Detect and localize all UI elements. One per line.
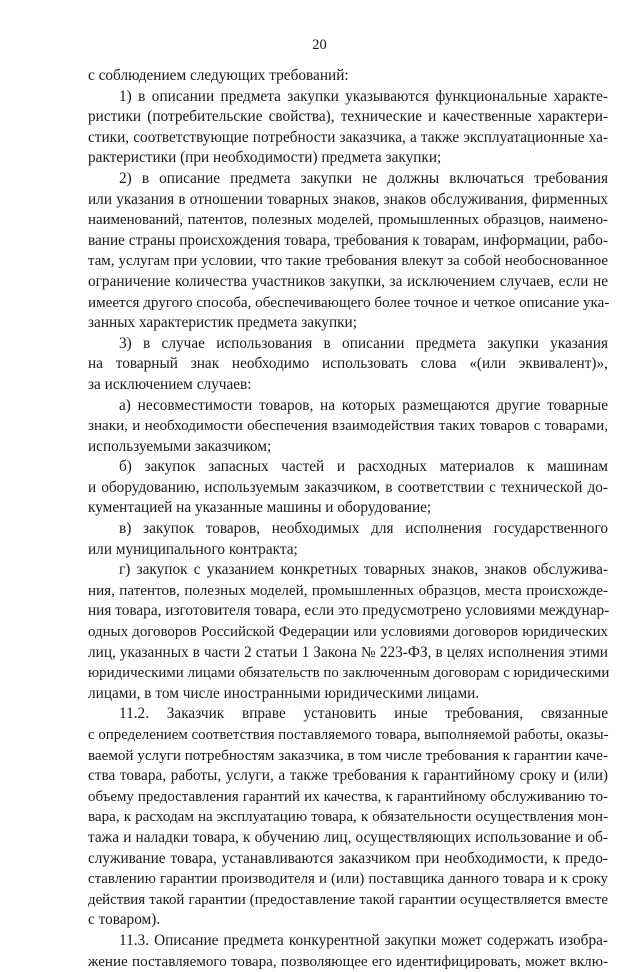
document-body: [88, 66, 608, 972]
text-line: жение поставляемого товара, позволяющее его идентифицировать, может вклю-: [88, 953, 608, 970]
text-line: действия такой гарантии (предоставление такой гарантии осуществляется вместе: [88, 891, 608, 908]
text-line: с определением соответствия поставляемого товара, выполняемой работы, оказы-: [88, 727, 609, 743]
text-line: служивание товара, устанавливаются заказчиком при необходимости, к предо-: [88, 849, 608, 867]
text-line: лиц, указанных в части 2 статьи 1 Закона № 223-ФЗ, в целях исполнения этими: [88, 643, 608, 661]
text-line: на товарный знак необходимо использовать слова «(или эквивалент)»,: [88, 355, 608, 373]
text-line: или указания в отношении товарных знаков, знаков обслуживания, фирменных: [88, 190, 608, 208]
text-line: вание страны происхождения товара, требования к товарам, информации, рабо-: [88, 231, 608, 249]
text-line: ства товара, работы, услуги, а также требования к гарантийному сроку и (или): [88, 767, 608, 785]
text-line: ваемой услуги потребностям заказчика, в том числе требования к гарантии каче-: [88, 747, 608, 764]
text-line: занных характеристик предмета закупки;: [88, 314, 357, 332]
text-line: 1) в описании предмета закупки указываются функциональные характе-: [119, 87, 608, 105]
text-line: объему предоставления гарантий их качества, к гарантийному обслуживанию то-: [88, 788, 608, 805]
text-line: стики, соответствующие потребности заказчика, а также эксплуатационные ха-: [88, 128, 608, 146]
text-line: используемыми заказчиком;: [88, 437, 272, 455]
text-line: а) несовместимости товаров, на которых размещаются другие товарные: [119, 396, 608, 414]
text-line: г) закупок с указанием конкретных товарных знаков, знаков обслужива-: [119, 561, 608, 579]
text-line: за исключением случаев:: [88, 375, 252, 393]
text-line: лицами, в том числе иностранными юридическими лицами.: [88, 684, 480, 702]
text-line: наименований, патентов, полезных моделей, промышленных образцов, наимено-: [88, 212, 608, 229]
text-line: ставлению гарантии производителя и (или) поставщика данного товара и к сроку: [88, 871, 608, 888]
text-line: 11.2. Заказчик вправе установить иные требования, связанные: [119, 705, 608, 723]
text-line: и оборудованию, используемым заказчиком, в соответствии с технической до-: [88, 478, 608, 496]
text-line: юридическими лицами обязательств по заключенным договорам с юридическими: [88, 665, 610, 682]
text-line: в) закупок товаров, необходимых для исполнения государственного: [119, 520, 608, 538]
page-number: 20: [312, 37, 327, 53]
text-line: 11.3. Описание предмета конкурентной закупки может содержать изобра-: [119, 931, 608, 949]
text-line: имеется другого способа, обеспечивающего более точное и четкое описание ука-: [88, 294, 610, 311]
text-line: ния товара, изготовителя товара, если это предусмотрено условиями междунар-: [88, 602, 610, 620]
text-line: с товаром).: [88, 911, 161, 929]
text-line: вара, к расходам на эксплуатацию товара, к обязательности осуществления мон-: [88, 809, 608, 826]
text-line: с соблюдением следующих требований:: [88, 67, 349, 84]
text-line: 2) в описание предмета закупки не должны включаться требования: [119, 169, 608, 187]
text-line: или муниципального контракта;: [88, 540, 298, 558]
text-line: ния, патентов, полезных моделей, промышленных образцов, места происхожде-: [88, 582, 608, 599]
text-line: там, услугам при условии, что такие требования влекут за собой необоснованное: [88, 253, 608, 270]
text-line: ограничение количества участников закупки, за исключением случаев, если не: [88, 272, 608, 290]
text-line: 3) в случае использования в описании предмета закупки указания: [119, 334, 608, 352]
text-line: тажа и наладки товара, к обучению лиц, осуществляющих использование и об-: [88, 828, 608, 846]
text-line: ристики (потребительские свойства), технические и качественные характери-: [88, 108, 608, 126]
text-line: знаки, и необходимости обеспечения взаимодействия таких товаров с товарами,: [88, 418, 608, 435]
text-line: б) закупок запасных частей и расходных материалов к машинам: [119, 458, 608, 476]
text-line: рактеристики (при необходимости) предмета закупки;: [88, 149, 442, 167]
text-line: одных договоров Российской Федерации или условиями договоров юридических: [88, 624, 608, 641]
text-line: кументацией на указанные машины и оборудование;: [88, 499, 432, 517]
